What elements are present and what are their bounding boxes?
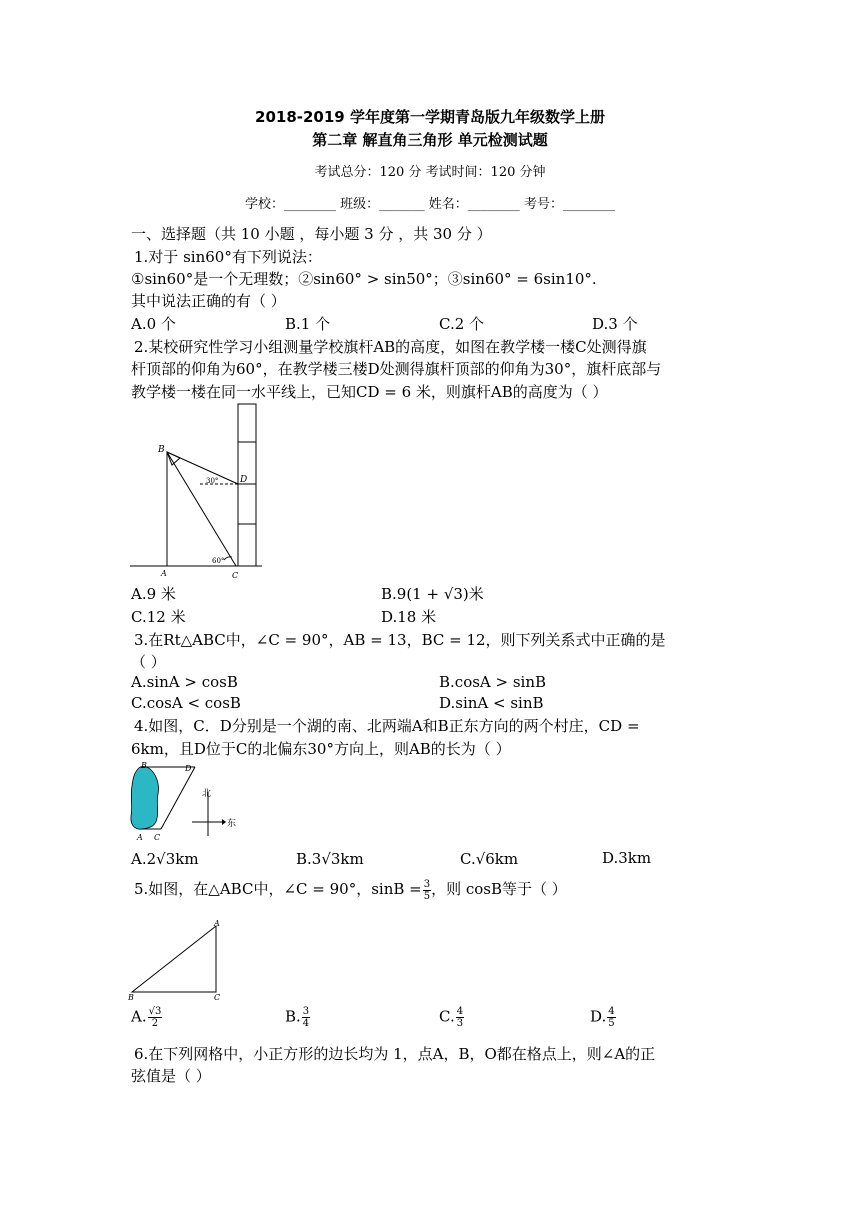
q4-figure: [128, 760, 243, 846]
q1-option-a: A.0 个: [131, 315, 176, 333]
q3-option-c: C.cosA < cosB: [131, 694, 241, 712]
q5-stem-prefix: 5.如图，在△ABC中，∠C = 90°，sinB =: [134, 880, 422, 898]
q4-option-c: C.√6km: [460, 850, 519, 868]
building: [238, 404, 256, 566]
q1-option-b: B.1 个: [285, 315, 331, 333]
exam-info: 考试总分：120 分 考试时间：120 分钟: [314, 165, 546, 180]
label-a: A: [214, 919, 220, 928]
q1-option-c: C.2 个: [439, 315, 485, 333]
label-d: D: [240, 475, 248, 485]
q5-figure: [126, 916, 232, 1006]
q5-stem-suffix: ，则 cosB等于（ ）: [431, 880, 567, 898]
label-a: A: [161, 569, 167, 578]
arrow-east-icon: [222, 819, 226, 825]
label-b: B: [128, 993, 134, 1002]
east-label: 东: [227, 819, 237, 829]
q3-line2: （ ）: [131, 653, 166, 671]
q5-option-c: C. $\frac{4}{3}$: [439, 1006, 464, 1029]
q5-frac-num: 3: [423, 878, 431, 890]
page-subtitle: 第二章 解直角三角形 单元检测试题: [312, 131, 548, 149]
q5-option-d: D. $\frac{4}{5}$: [590, 1006, 615, 1029]
q4-option-a: A.2√3km: [131, 850, 199, 868]
q3-option-a: A.sinA > cosB: [131, 673, 238, 691]
q5-option-a: A. $\frac{√3}{2}$: [131, 1006, 162, 1029]
q2-figure: [128, 400, 268, 584]
q5-option-b: B. $\frac{3}{4}$: [285, 1006, 310, 1029]
triangle-abc: [132, 926, 216, 992]
label-a: A: [137, 833, 143, 842]
angle-60-label: 60°: [212, 557, 225, 565]
label-b: B: [141, 761, 147, 770]
label-c: C: [214, 993, 221, 1002]
label-c: C: [232, 571, 239, 580]
q2-line1: 2.某校研究性学习小组测量学校旗杆AB的高度，如图在教学楼一楼C处测得旗: [134, 338, 647, 356]
label-b: B: [158, 445, 165, 455]
q2-option-b: B.9(1 + √3)米: [381, 585, 484, 603]
q2-option-c: C.12 米: [131, 608, 186, 626]
q3-option-d: D.sinA < sinB: [439, 694, 544, 712]
label-d: D: [185, 764, 192, 773]
q2-option-a: A.9 米: [131, 585, 176, 603]
section-heading: 一、选择题（共 10 小题 ，每小题 3 分 ，共 30 分 ）: [131, 225, 492, 243]
q4-option-b: B.3√3km: [296, 850, 364, 868]
q3-option-b: B.cosA > sinB: [439, 673, 547, 691]
q5-fraction: [423, 879, 431, 902]
q1-option-d: D.3 个: [592, 315, 638, 333]
q1-ask: 其中说法正确的有（ ）: [131, 292, 286, 310]
angle-30-label: 30°: [206, 477, 219, 485]
student-info: 学校：________ 班级：_______ 姓名：________ 考号：________: [245, 197, 615, 212]
q6-line1: 6.在下列网格中，小正方形的边长均为 1，点A，B，O都在格点上，则∠A的正: [134, 1045, 656, 1063]
q4-line1: 4.如图，C．D分别是一个湖的南、北两端A和B正东方向的两个村庄，CD =: [134, 717, 640, 735]
q3-line1: 3.在Rt△ABC中，∠C = 90°，AB = 13，BC = 12，则下列关系式中正确的是: [134, 631, 666, 649]
page-title: 2018-2019 学年度第一学期青岛版九年级数学上册: [255, 108, 605, 126]
q2-option-d: D.18 米: [381, 608, 437, 626]
q1-statements: ①sin60°是一个无理数；②sin60° > sin50°；③sin60° = 6sin10°.: [131, 270, 597, 288]
q2-line3: 教学楼一楼在同一水平线上，已知CD = 6 米，则旗杆AB的高度为（ ）: [131, 383, 608, 401]
label-c: C: [154, 833, 161, 842]
lake: [131, 766, 159, 829]
q4-line2: 6km，且D位于C的北偏东30°方向上，则AB的长为（ ）: [131, 740, 511, 758]
q5-stem: [134, 878, 567, 902]
q2-line2: 杆顶部的仰角为60°，在教学楼三楼D处测得旗杆顶部的仰角为30°，旗杆底部与: [131, 360, 662, 378]
q6-line2: 弦值是（ ）: [131, 1067, 211, 1085]
q4-option-d: D.3km: [602, 849, 652, 867]
q1-stem: 1.对于 sin60°有下列说法：: [134, 248, 322, 266]
north-label: 北: [202, 789, 212, 799]
q5-frac-den: 5: [423, 890, 431, 902]
